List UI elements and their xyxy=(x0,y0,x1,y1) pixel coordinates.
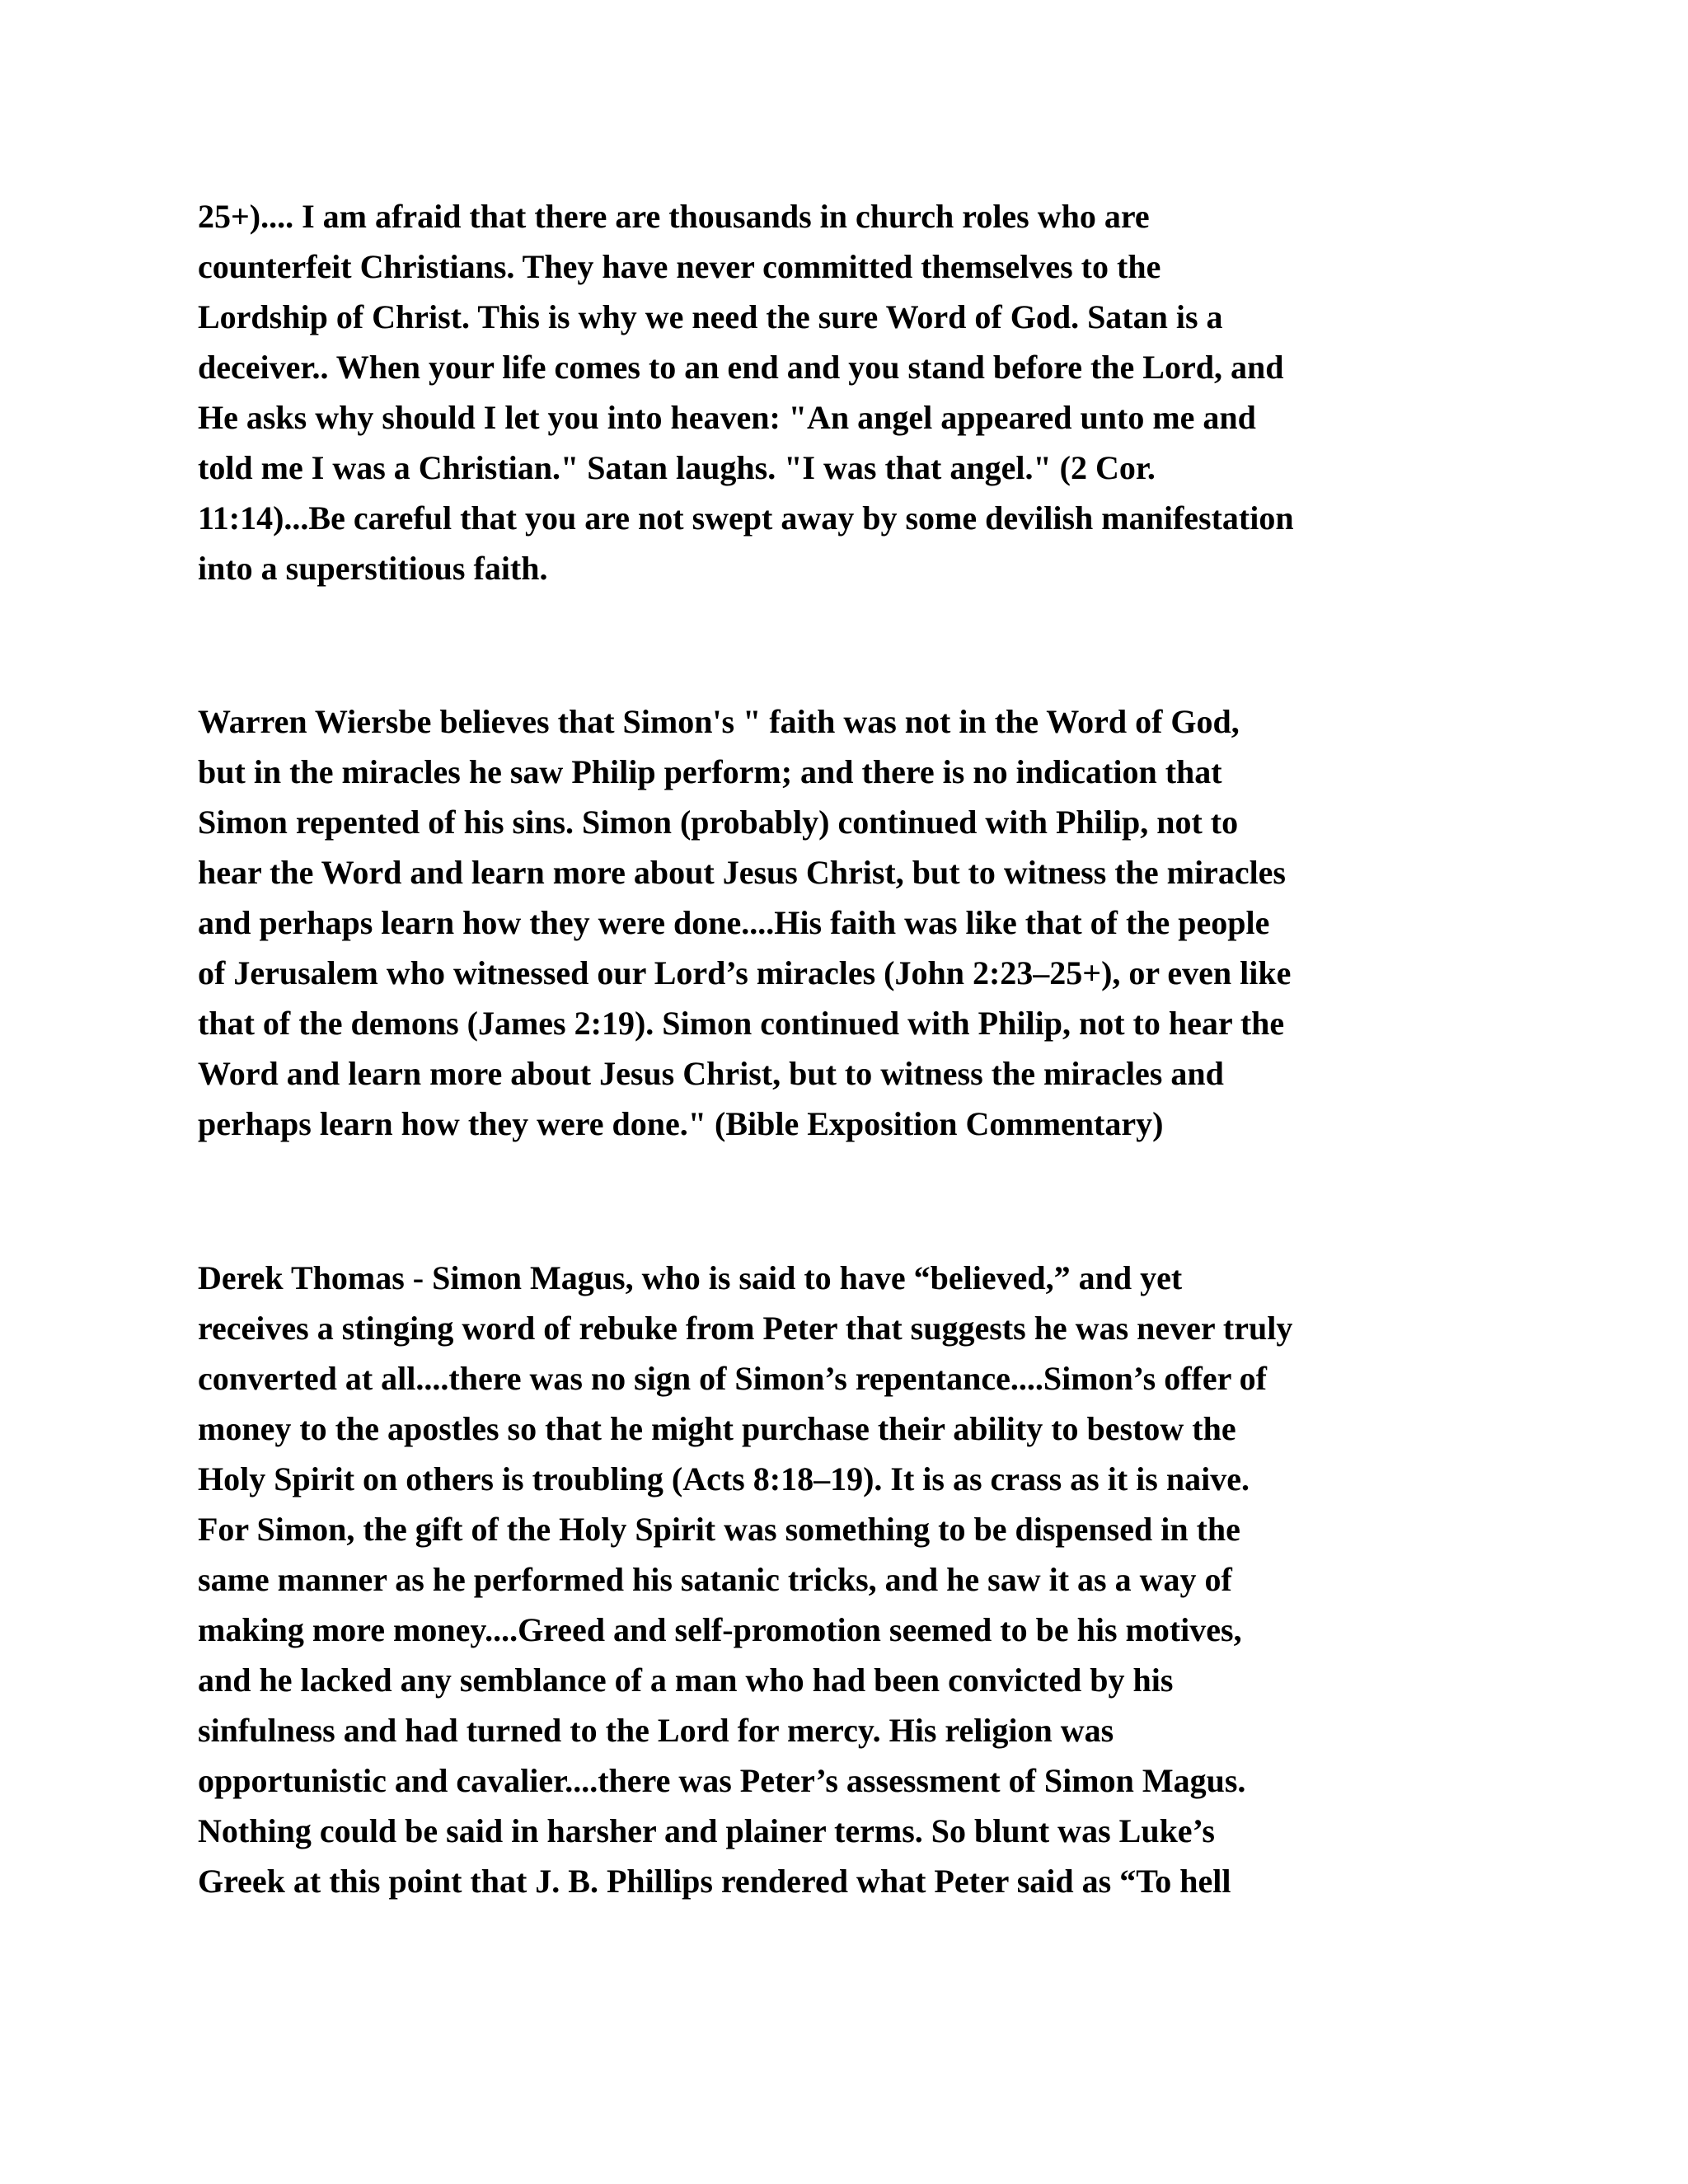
paragraph-line: receives a stinging word of rebuke from Peter that suggests he was never truly xyxy=(198,1310,1293,1347)
paragraph-line: Lordship of Christ. This is why we need the sure Word of God. Satan is a xyxy=(198,298,1223,335)
paragraph-line: Greek at this point that J. B. Phillips rendered what Peter said as “To hell xyxy=(198,1863,1231,1900)
paragraph-line: deceiver.. When your life comes to an end and you stand before the Lord, and xyxy=(198,349,1284,386)
paragraph-line: Nothing could be said in harsher and plainer terms. So blunt was Luke’s xyxy=(198,1812,1215,1849)
paragraph-line: into a superstitious faith. xyxy=(198,550,548,587)
paragraph-line: of Jerusalem who witnessed our Lord’s miracles (John 2:23–25+), or even like xyxy=(198,954,1292,991)
paragraph-line: Holy Spirit on others is troubling (Acts 8:18–19). It is as crass as it is naive. xyxy=(198,1460,1250,1497)
paragraph-line: For Simon, the gift of the Holy Spirit was something to be dispensed in the xyxy=(198,1511,1240,1548)
paragraph-line: hear the Word and learn more about Jesus Christ, but to witness the miracles xyxy=(198,854,1286,891)
paragraph-line: money to the apostles so that he might purchase their ability to bestow the xyxy=(198,1410,1236,1447)
paragraph-line: Word and learn more about Jesus Christ, but to witness the miracles and xyxy=(198,1055,1224,1092)
paragraph-line: and perhaps learn how they were done....His faith was like that of the people xyxy=(198,904,1270,941)
paragraph-line: making more money....Greed and self-promotion seemed to be his motives, xyxy=(198,1611,1242,1648)
paragraph-line: counterfeit Christians. They have never committed themselves to the xyxy=(198,248,1161,285)
paragraph-line: sinfulness and had turned to the Lord for mercy. His religion was xyxy=(198,1712,1114,1749)
paragraph-line: told me I was a Christian." Satan laughs. "I was that angel." (2 Cor. xyxy=(198,449,1156,486)
paragraph-line: same manner as he performed his satanic tricks, and he saw it as a way of xyxy=(198,1561,1232,1598)
paragraph-line: Warren Wiersbe believes that Simon's " faith was not in the Word of God, xyxy=(198,703,1240,740)
paragraph-line: that of the demons (James 2:19). Simon continued with Philip, not to hear the xyxy=(198,1005,1285,1042)
paragraph-line: Simon repented of his sins. Simon (probably) continued with Philip, not to xyxy=(198,804,1239,841)
paragraph-line: but in the miracles he saw Philip perform; and there is no indication that xyxy=(198,753,1222,790)
paragraph-line: and he lacked any semblance of a man who had been convicted by his xyxy=(198,1661,1174,1699)
paragraph-line: 25+).... I am afraid that there are thousands in church roles who are xyxy=(198,198,1150,235)
paragraph-line: Derek Thomas - Simon Magus, who is said to have “believed,” and yet xyxy=(198,1259,1183,1296)
paragraph-line: perhaps learn how they were done." (Bible Exposition Commentary) xyxy=(198,1105,1164,1142)
paragraph-line: converted at all....there was no sign of Simon’s repentance....Simon’s offer of xyxy=(198,1360,1267,1397)
paragraph-line: 11:14)...Be careful that you are not swept away by some devilish manifestation xyxy=(198,499,1294,537)
paragraph-line: He asks why should I let you into heaven: "An angel appeared unto me and xyxy=(198,399,1256,436)
paragraph-line: opportunistic and cavalier....there was Peter’s assessment of Simon Magus. xyxy=(198,1762,1246,1799)
